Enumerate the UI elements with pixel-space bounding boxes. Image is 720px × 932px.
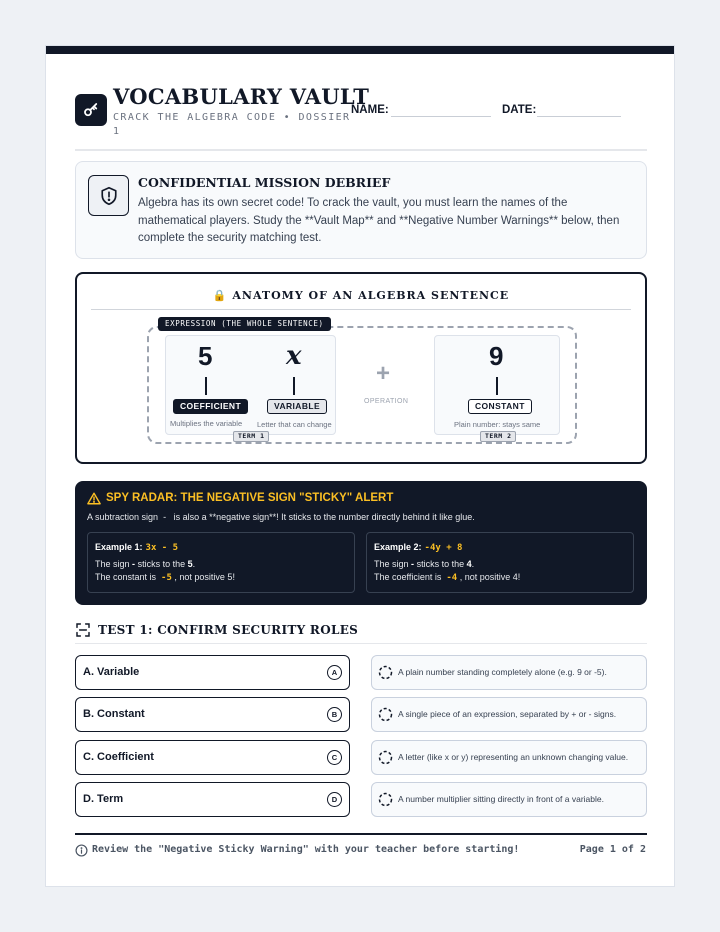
- definition-card-2[interactable]: [371, 697, 647, 732]
- ex2-l1-sign: -: [411, 559, 415, 569]
- example-2-line-2: [374, 572, 520, 583]
- key-icon: [75, 94, 107, 126]
- letter-circle: A: [327, 665, 342, 680]
- page-subtitle: CRACK THE ALGEBRA CODE • DOSSIER 1: [113, 112, 351, 137]
- letter-circle: D: [327, 792, 342, 807]
- ex1-l1-before: The sign: [95, 559, 130, 569]
- footer-divider: [75, 833, 647, 835]
- term-card-constant[interactable]: [75, 697, 350, 732]
- anatomy-divider: [91, 309, 631, 310]
- name-label: NAME:: [351, 104, 389, 116]
- answer-circle-icon[interactable]: [378, 707, 393, 722]
- term-card-coefficient[interactable]: [75, 740, 350, 775]
- ex2-l1-before: The sign: [374, 559, 409, 569]
- coefficient-desc: Multiplies the variable: [170, 419, 243, 428]
- operation-label: OPERATION: [364, 398, 409, 405]
- term-card-label: A. Variable: [83, 666, 140, 678]
- ex1-l2-before: The constant is: [95, 572, 157, 582]
- example-2-expr: -4y + 8: [424, 543, 463, 553]
- coefficient-badge: COEFFICIENT: [173, 399, 248, 414]
- coefficient-connector: [205, 377, 207, 395]
- ex2-l2-before: The coefficient is: [374, 572, 442, 582]
- example-2-line-1: [374, 559, 474, 569]
- radar-title: SPY RADAR: THE NEGATIVE SIGN "STICKY" ALERT: [106, 492, 394, 504]
- shield-icon: [88, 175, 129, 216]
- page-number: Page 1 of 2: [579, 844, 646, 855]
- ex2-l1-mid: sticks to the: [416, 559, 465, 569]
- variable-symbol: x: [286, 341, 302, 371]
- constant-desc: Plain number: stays same: [454, 420, 541, 429]
- name-field[interactable]: [391, 116, 491, 117]
- example-2-box: [366, 532, 634, 593]
- example-2-label: Example 2:: [374, 542, 422, 552]
- mission-briefing: [75, 161, 647, 259]
- ex1-l2-after: , not positive 5!: [174, 572, 235, 582]
- definition-text: A single piece of an expression, separated by + or - signs.: [398, 709, 617, 720]
- answer-circle-icon[interactable]: [378, 792, 393, 807]
- radar-sub-before: A subtraction sign: [87, 512, 159, 522]
- term-2-box: [434, 335, 560, 435]
- briefing-text: Algebra has its own secret code! To crack the vault, you must learn the names of the mathematical players. Study the **Vault Map** and **Negative Number Warnings** below, then complete the security matching test.: [138, 197, 620, 244]
- briefing-title: CONFIDENTIAL MISSION DEBRIEF: [138, 175, 391, 190]
- term-2-tag: TERM 2: [480, 431, 516, 442]
- test-title: TEST 1: CONFIRM SECURITY ROLES: [98, 623, 359, 637]
- ex1-l1-num: 5: [187, 559, 193, 569]
- definition-card-1[interactable]: [371, 655, 647, 690]
- page-title: VOCABULARY VAULT: [113, 84, 370, 109]
- term-1-tag: TERM 1: [233, 431, 269, 442]
- example-1-line-1: [95, 559, 195, 569]
- test-divider: [75, 643, 647, 644]
- term-card-term[interactable]: [75, 782, 350, 817]
- term-card-label: D. Term: [83, 793, 124, 805]
- footer-note: Review the "Negative Sticky Warning" with your teacher before starting!: [92, 844, 520, 855]
- definition-card-3[interactable]: [371, 740, 647, 775]
- constant-symbol: 9: [489, 341, 504, 371]
- radar-sub-sign: -: [163, 512, 167, 522]
- variable-connector: [293, 377, 295, 395]
- anatomy-title: [77, 289, 645, 302]
- definition-card-4[interactable]: [371, 782, 647, 817]
- lock-icon: 🔒: [212, 289, 228, 302]
- ex1-l1-mid: sticks to the: [137, 559, 186, 569]
- term-card-label: B. Constant: [83, 708, 145, 720]
- example-1-label: Example 1:: [95, 542, 143, 552]
- letter-circle: C: [327, 750, 342, 765]
- example-1-expr: 3x - 5: [145, 543, 179, 553]
- ex1-l2-val: -5: [161, 573, 172, 583]
- spy-radar-panel: [75, 481, 647, 605]
- anatomy-panel: [75, 272, 647, 464]
- term-card-label: C. Coefficient: [83, 751, 154, 763]
- ex1-l1-end: .: [192, 559, 196, 569]
- coefficient-symbol: 5: [198, 341, 213, 371]
- example-2-head: [374, 542, 462, 553]
- variable-desc: Letter that can change: [257, 420, 332, 429]
- radar-sub-after: is also a **negative sign**! It sticks to the number directly behind it like glue.: [173, 512, 475, 522]
- header-divider: [75, 149, 647, 151]
- expression-tag: EXPRESSION (THE WHOLE SENTENCE): [158, 317, 331, 331]
- example-1-box: [87, 532, 355, 593]
- anatomy-title-text: ANATOMY OF AN ALGEBRA SENTENCE: [232, 289, 510, 302]
- ex2-l2-after: , not positive 4!: [459, 572, 521, 582]
- date-label: DATE:: [502, 104, 537, 116]
- answer-circle-icon[interactable]: [378, 665, 393, 680]
- letter-circle: B: [327, 707, 342, 722]
- ex1-l1-sign: -: [132, 559, 136, 569]
- definition-text: A number multiplier sitting directly in front of a variable.: [398, 794, 604, 805]
- example-1-line-2: [95, 572, 235, 583]
- date-field[interactable]: [537, 116, 621, 117]
- info-icon: [75, 844, 88, 857]
- term-1-box: [165, 335, 336, 435]
- warning-icon: [87, 492, 101, 505]
- top-bar: [46, 46, 674, 54]
- variable-badge: VARIABLE: [267, 399, 327, 414]
- ex2-l1-num: 4: [466, 559, 472, 569]
- scan-icon: [75, 622, 91, 638]
- operation-symbol: +: [376, 360, 391, 387]
- term-card-variable[interactable]: [75, 655, 350, 690]
- worksheet-page: [45, 45, 675, 887]
- ex2-l1-end: .: [471, 559, 475, 569]
- constant-connector: [496, 377, 498, 395]
- constant-badge: CONSTANT: [468, 399, 532, 414]
- definition-text: A plain number standing completely alone (e.g. 9 or -5).: [398, 667, 607, 678]
- ex2-l2-val: -4: [446, 573, 458, 583]
- definition-text: A letter (like x or y) representing an unknown changing value.: [398, 752, 629, 763]
- radar-subtitle: [87, 512, 475, 522]
- example-1-head: [95, 542, 178, 553]
- answer-circle-icon[interactable]: [378, 750, 393, 765]
